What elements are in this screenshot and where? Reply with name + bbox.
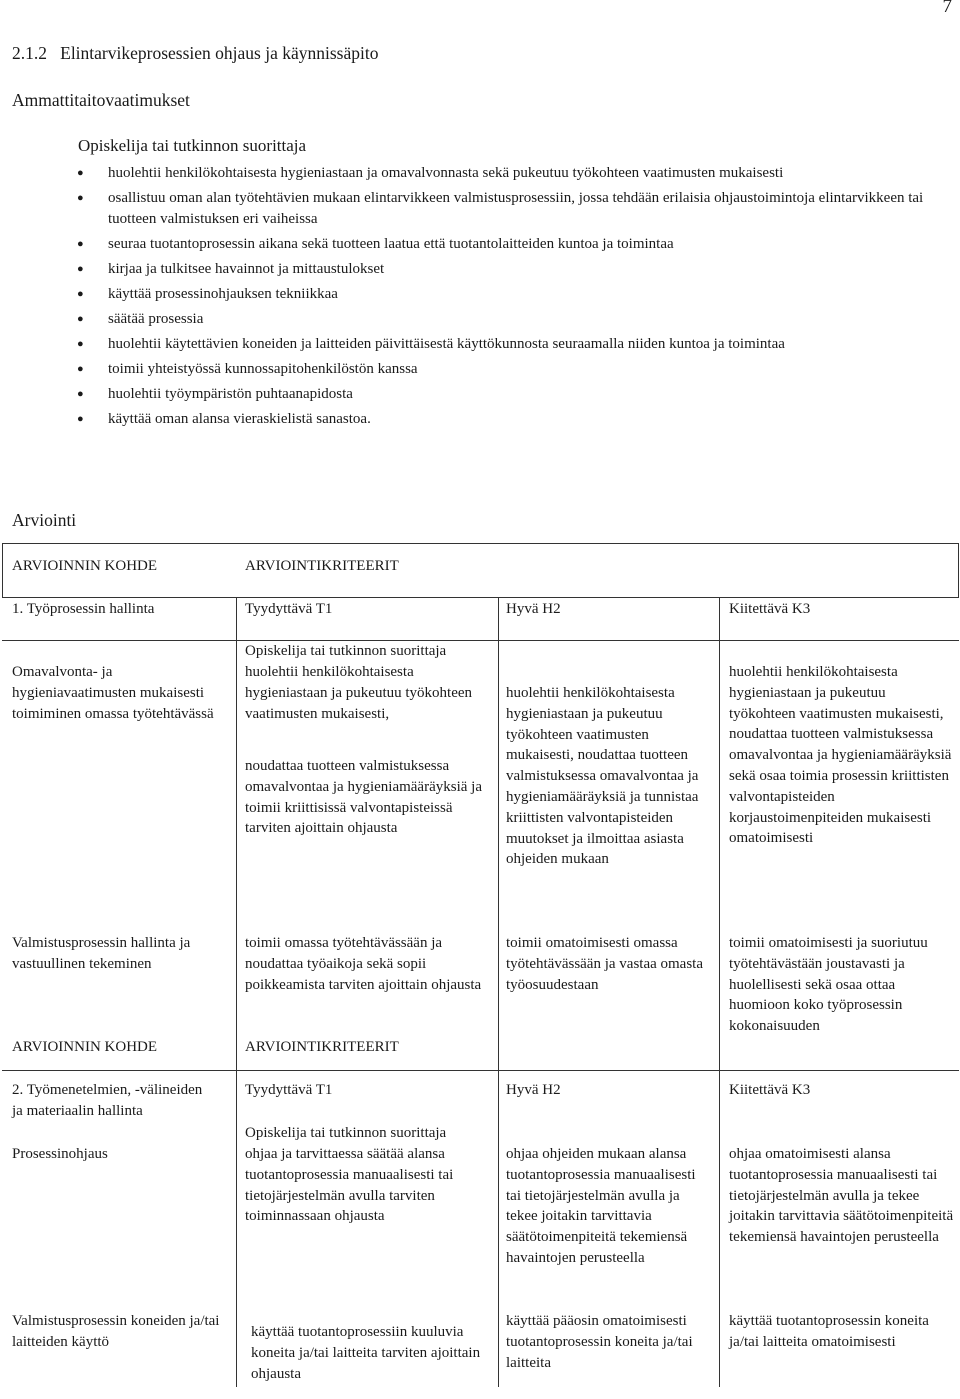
competence-heading: Ammattitaitovaatimukset — [12, 90, 190, 110]
table-border-right — [958, 543, 959, 597]
criteria-t1: huolehtii henkilökohtaisesta hygieniastaan ja pukeutuu työkohteen vaatimusten mukaisesti, — [245, 664, 473, 722]
level-t1: Tyydyttävä T1 — [245, 1082, 333, 1098]
assessment-target: Valmistusprosessin koneiden ja/tai laitteiden käyttö — [12, 1313, 220, 1350]
column-rule — [236, 597, 237, 1387]
section-title: 2. Työmenetelmien, -välineiden ja materiaalin hallinta — [12, 1082, 203, 1119]
section-title: Elintarvikeprosessien ohjaus ja käynnissäpito — [60, 43, 379, 63]
column-rule — [719, 597, 720, 1387]
column-header-target: ARVIOINNIN KOHDE — [12, 558, 158, 574]
student-line: Opiskelija tai tutkinnon suorittaja — [245, 1125, 447, 1141]
table-rule — [2, 597, 959, 598]
table-border-top — [2, 543, 959, 544]
assessment-target: Valmistusprosessin hallinta ja vastuullinen tekeminen — [12, 935, 191, 972]
list-item: ● seuraa tuotantoprosessin aikana sekä tuotteen laatua että tuotantolaitteiden kuntoa ja toimintaa — [78, 234, 928, 255]
column-rule — [498, 597, 499, 1387]
level-t1: Tyydyttävä T1 — [245, 601, 333, 617]
page-number: 7 — [942, 0, 952, 17]
column-header-criteria: ARVIOINTIKRITEERIT — [245, 1039, 399, 1055]
list-item: ● käyttää oman alansa vieraskielistä sanastoa. — [78, 409, 928, 430]
section-heading — [12, 42, 378, 64]
list-item: ● huolehtii työympäristön puhtaanapidosta — [78, 384, 928, 405]
criteria-k3: ohjaa omatoimisesti alansa tuotantoprosessia manuaalisesti tai tietojärjestelmän avulla ja tekee joitakin tarvittavia säätötoimenpiteitä tekemiensä havaintojen perusteella — [729, 1146, 954, 1246]
criteria-k3: toimii omatoimisesti ja suoriutuu työtehtävästään joustavasti ja huolellisesti sekä osaa ottaa huomioon koko työprosessin kokonaisuuden — [729, 935, 928, 1035]
list-item: ● huolehtii henkilökohtaisesta hygieniastaan ja omavalvonnasta sekä pukeutuu työkohteen vaatimusten mukaisesti — [78, 163, 928, 184]
criteria-t1: ohjaa ja tarvittaessa säätää alansa tuotantoprosessia manuaalisesti tai tietojärjestelmän avulla tarviten toiminnassaan ohjausta — [245, 1146, 454, 1225]
list-item: ● käyttää prosessinohjauksen tekniikkaa — [78, 284, 928, 305]
table-border-left — [2, 543, 3, 597]
intro-text: Opiskelija tai tutkinnon suorittaja — [78, 136, 307, 155]
criteria-k3: huolehtii henkilökohtaisesta hygieniastaan ja pukeutuu työkohteen vaatimusten mukaisesti, noudattaa tuotteen valmistuksessa omavalvontaa ja hygieniamääräyksiä sekä osaa toimia prosessin kriittisten valvontapisteiden korjaustoimenpiteiden mukaisesti omatoimisesti — [729, 664, 952, 847]
assessment-heading: Arviointi — [12, 510, 77, 530]
criteria-h2: käyttää pääosin omatoimisesti tuotantoprosessin koneita ja/tai laitteita — [506, 1313, 693, 1371]
assessment-target: Prosessinohjaus — [12, 1146, 108, 1162]
level-h2: Hyvä H2 — [506, 601, 561, 617]
criteria-k3: käyttää tuotantoprosessin koneita ja/tai laitteita omatoimisesti — [729, 1313, 929, 1350]
section-number: 2.1.2 — [12, 43, 47, 63]
list-item: ● osallistuu oman alan työtehtävien mukaan elintarvikkeen valmistusprosessiin, jossa tehdään erilaisia ohjaustoimintoja elintarvikkeen tai tuotteen valmistuksen eri vaiheissa — [78, 188, 928, 230]
assessment-target: Omavalvonta- ja hygieniavaatimusten mukaisesti toimiminen omassa työtehtävässä — [12, 664, 214, 722]
list-item: ● kirjaa ja tulkitsee havainnot ja mittaustulokset — [78, 259, 928, 280]
level-h2: Hyvä H2 — [506, 1082, 561, 1098]
criteria-h2: toimii omatoimisesti omassa työtehtävässään ja vastaa omasta työosuudestaan — [506, 935, 704, 993]
criteria-h2: ohjaa ohjeiden mukaan alansa tuotantoprosessia manuaalisesti tai tietojärjestelmän avulla ja tekee joitakin tarvittavia säätötoimenpiteitä tekemiensä havaintojen perusteella — [506, 1146, 696, 1266]
competence-list — [78, 163, 928, 434]
list-item: ● huolehtii käytettävien koneiden ja laitteiden päivittäisestä käyttökunnosta seuraamalla niiden kuntoa ja toimintaa — [78, 334, 928, 355]
criteria-t1: noudattaa tuotteen valmistuksessa omavalvontaa ja hygieniamääräyksiä ja toimii kriittisissä valvontapisteissä tarviten ajoittain ohjausta — [245, 758, 482, 837]
criteria-t1: toimii omassa työtehtävässään ja noudattaa työaikoja sekä sopii poikkeamista tarviten ajoittain ohjausta — [245, 935, 482, 993]
list-item: ● toimii yhteistyössä kunnossapitohenkilöstön kanssa — [78, 359, 928, 380]
level-k3: Kiitettävä K3 — [729, 601, 811, 617]
column-header-criteria: ARVIOINTIKRITEERIT — [245, 558, 399, 574]
column-header-target: ARVIOINNIN KOHDE — [12, 1039, 158, 1055]
list-item: ● säätää prosessia — [78, 309, 928, 330]
table-rule — [2, 1070, 959, 1071]
section-title: 1. Työprosessin hallinta — [12, 601, 155, 617]
level-k3: Kiitettävä K3 — [729, 1082, 811, 1098]
criteria-h2: huolehtii henkilökohtaisesta hygieniastaan ja pukeutuu työkohteen vaatimusten mukaisesti, noudattaa tuotteen valmistuksessa omavalvontaa ja hygieniamääräyksiä ja tunnistaa kriittisten valvontapisteiden muutokset ja ilmoittaa asiasta ohjeiden mukaan — [506, 685, 699, 868]
student-line: Opiskelija tai tutkinnon suorittaja — [245, 643, 447, 659]
criteria-t1: käyttää tuotantoprosessiin kuuluvia koneita ja/tai laitteita tarviten ajoittain ohjausta — [251, 1324, 481, 1382]
